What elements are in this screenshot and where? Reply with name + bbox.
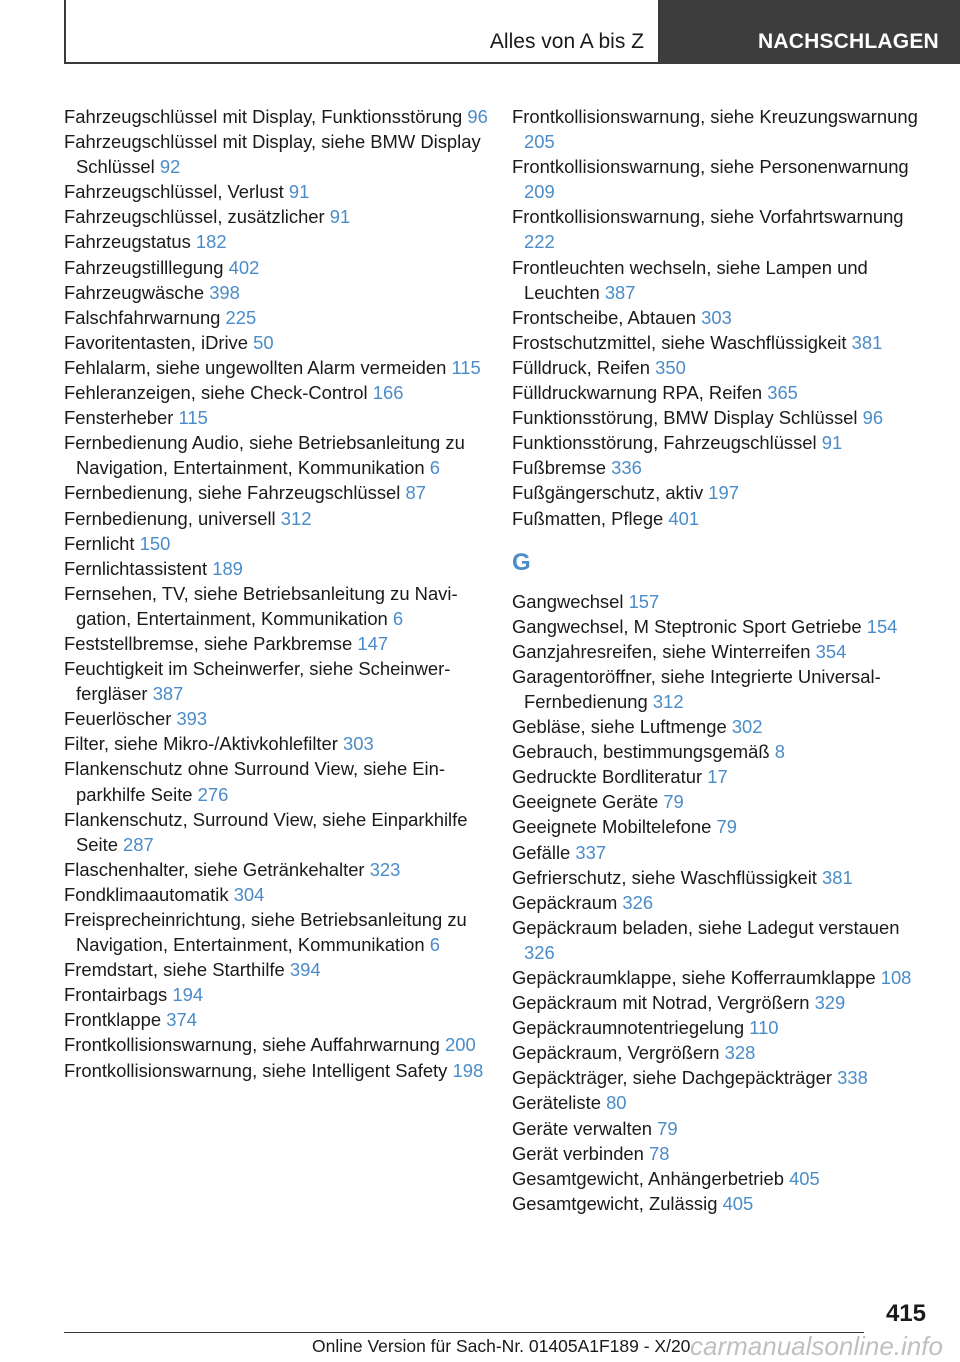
index-entry: [512, 1065, 932, 1090]
page-reference-link[interactable]: 150: [139, 532, 171, 554]
index-entry-term: Gepäckraum beladen, siehe Ladegut verstauen: [512, 916, 900, 938]
page-reference-link[interactable]: 302: [731, 716, 763, 738]
index-entry-term: Gepäckraum, Vergrößern: [512, 1042, 720, 1064]
index-entry: [64, 355, 492, 380]
page-reference-link[interactable]: 387: [152, 683, 184, 705]
index-entry: [64, 807, 492, 857]
index-entry-term: Fahrzeugschlüssel mit Display, siehe BMW Display Schlüssel: [64, 131, 481, 178]
index-entry-term: Fahrzeugschlüssel mit Display, Funktionsstörung: [64, 106, 463, 127]
index-entry-term: Frontkollisionswarnung, siehe Intelligent Safety: [64, 1059, 448, 1081]
index-entry: [512, 1090, 932, 1115]
index-entry: [512, 639, 932, 664]
page-reference-link[interactable]: 393: [176, 708, 208, 730]
index-entry: [64, 857, 492, 882]
chapter-tab: [660, 0, 960, 64]
index-entry: [512, 990, 932, 1015]
page-reference-link[interactable]: 79: [716, 816, 737, 838]
page-reference-link[interactable]: 50: [253, 331, 274, 353]
page-reference-link[interactable]: 303: [701, 306, 732, 328]
index-entry-term: Gepäckträger, siehe Dachgepäckträger: [512, 1067, 832, 1089]
letter-heading: G: [512, 548, 531, 576]
index-entry: [64, 907, 492, 957]
index-entry-term: Fahrzeugschlüssel, zusätzlicher: [64, 206, 325, 228]
page-reference-link[interactable]: 329: [814, 992, 846, 1014]
page-reference-link[interactable]: 6: [429, 457, 440, 479]
page-reference-link[interactable]: 326: [622, 891, 654, 913]
section-title: Alles von A bis Z: [489, 30, 644, 53]
watermark: carmanualsonline.info: [690, 1331, 943, 1361]
page-reference-link[interactable]: 405: [722, 1192, 754, 1214]
index-entry-term: Fahrzeugstilllegung: [64, 256, 224, 278]
index-entry-term: Gesamtgewicht, Anhängerbetrieb: [512, 1167, 784, 1189]
index-entry-term: Gepäckraumnotentriegelung: [512, 1017, 745, 1039]
page-reference-link[interactable]: 405: [789, 1167, 820, 1189]
page-reference-link[interactable]: 328: [724, 1042, 756, 1064]
page-reference-link[interactable]: 115: [178, 407, 208, 429]
index-entry: [512, 204, 932, 254]
page-reference-link[interactable]: 350: [655, 356, 686, 378]
index-entry: [512, 1141, 932, 1166]
index-entry-term: Frostschutzmittel, siehe Waschflüssigkeit: [512, 331, 847, 353]
page-reference-link[interactable]: 157: [628, 590, 660, 612]
index-group-g: [512, 589, 932, 1216]
page-reference-link[interactable]: 338: [837, 1067, 868, 1089]
index-entry: [64, 756, 492, 806]
index-entry: [64, 982, 492, 1007]
index-entry-term: Feuchtigkeit im Scheinwerfer, siehe Scheinwerfergläser: [64, 658, 451, 705]
page-reference-link[interactable]: 108: [880, 967, 912, 988]
page-reference-link[interactable]: 365: [767, 382, 798, 404]
page-reference-link[interactable]: 8: [774, 741, 785, 763]
index-entry: [512, 865, 932, 890]
index-entry: [512, 1040, 932, 1065]
index-column-left: [64, 104, 492, 1083]
index-entry-term: Fehleranzeigen, siehe Check-Control: [64, 382, 368, 404]
index-entry-term: Fernsehen, TV, siehe Betriebsanleitung zu Navigation, Entertainment, Kommunikation: [64, 582, 458, 629]
index-entry-term: Geräteliste: [512, 1092, 601, 1114]
index-entry: [512, 589, 932, 614]
page-reference-link[interactable]: 6: [429, 934, 440, 956]
page-reference-link[interactable]: 166: [372, 382, 404, 404]
index-entry-term: Frontkollisionswarnung, siehe Vorfahrtswarnung: [512, 206, 904, 228]
index-entry: [512, 455, 932, 480]
index-entry-term: Fondklimaautomatik: [64, 883, 229, 905]
index-entry-term: Frontkollisionswarnung, siehe Personenwarnung: [512, 156, 909, 178]
index-entry: [64, 531, 492, 556]
page-reference-link[interactable]: 79: [663, 791, 684, 813]
index-entry: [64, 480, 492, 505]
page-reference-link[interactable]: 147: [357, 632, 389, 654]
index-entry-term: Funktionsstörung, Fahrzeugschlüssel: [512, 432, 817, 454]
page-reference-link[interactable]: 87: [405, 482, 426, 504]
page-reference-link[interactable]: 79: [657, 1117, 678, 1139]
index-entry: [512, 739, 932, 764]
index-entry: [64, 129, 492, 179]
index-entry: [512, 405, 932, 430]
index-entry: [512, 814, 932, 839]
page-reference-link[interactable]: 110: [749, 1017, 779, 1039]
index-entry-term: Feuerlöscher: [64, 708, 172, 730]
page-reference-link[interactable]: 182: [195, 231, 227, 253]
index-entry: [512, 355, 932, 380]
index-entry-term: Frontairbags: [64, 984, 168, 1006]
page-reference-link[interactable]: 398: [209, 281, 240, 303]
index-entry: [64, 179, 492, 204]
index-entry-term: Flaschenhalter, siehe Getränkehalter: [64, 858, 365, 880]
index-entry: [64, 255, 492, 280]
index-entry-term: Gedruckte Bordliteratur: [512, 766, 703, 788]
page-reference-link[interactable]: 401: [668, 507, 700, 529]
index-entry: [512, 104, 932, 154]
page-reference-link[interactable]: 287: [123, 833, 154, 855]
page-reference-link[interactable]: 336: [611, 457, 642, 479]
index-entry-term: Fußgängerschutz, aktiv: [512, 482, 704, 504]
page-reference-link[interactable]: 17: [707, 766, 728, 788]
page-reference-link[interactable]: 304: [233, 883, 265, 905]
index-entry: [64, 229, 492, 254]
page-reference-link[interactable]: 312: [280, 507, 312, 529]
index-entry-term: Geräte verwalten: [512, 1117, 653, 1139]
page-number: 415: [885, 1300, 926, 1327]
page-reference-link[interactable]: 91: [329, 206, 351, 228]
page-reference-link[interactable]: 312: [652, 690, 684, 712]
index-entry-term: Garagentoröffner, siehe Integrierte Universal-Fernbedienung: [512, 665, 881, 712]
page-reference-link[interactable]: 91: [821, 432, 843, 454]
index-entry-term: Feststellbremse, siehe Parkbremse: [64, 632, 353, 654]
page-reference-link[interactable]: 323: [369, 858, 401, 880]
index-column-right: [512, 104, 932, 1216]
index-entry-term: Fülldruck, Reifen: [512, 356, 650, 378]
index-entry-term: Flankenschutz, Surround View, siehe Einparkhilfe Seite: [64, 808, 468, 855]
page-reference-link[interactable]: 205: [524, 131, 555, 153]
index-entry-term: Favoritentasten, iDrive: [64, 331, 248, 353]
index-entry-term: Ganzjahresreifen, siehe Winterreifen: [512, 640, 811, 662]
index-entry: [64, 631, 492, 656]
index-entry-term: Fahrzeugwäsche: [64, 281, 205, 303]
index-entry-term: Fahrzeugschlüssel, Verlust: [64, 181, 284, 203]
index-entry: [64, 882, 492, 907]
index-entry-term: Fremdstart, siehe Starthilfe: [64, 959, 285, 981]
index-entry-term: Fahrzeugstatus: [64, 231, 191, 253]
index-entry: [512, 430, 932, 455]
page-reference-link[interactable]: 225: [225, 306, 257, 328]
index-entry: [64, 380, 492, 405]
index-entry: [64, 581, 492, 631]
page-reference-link[interactable]: 154: [866, 615, 898, 637]
index-entry-term: Fensterheber: [64, 407, 174, 429]
index-entry: [64, 280, 492, 305]
index-entry-term: Filter, siehe Mikro-/Aktivkohlefilter: [64, 733, 338, 755]
page-reference-link[interactable]: 115: [451, 356, 481, 378]
index-entry: [512, 915, 932, 965]
index-entry-term: Geeignete Geräte: [512, 791, 659, 813]
index-entry-term: Gerät verbinden: [512, 1142, 644, 1164]
index-entry-term: Falschfahrwarnung: [64, 306, 221, 328]
index-entry: [512, 714, 932, 739]
page-reference-link[interactable]: 91: [288, 181, 310, 203]
index-entry: [64, 1007, 492, 1032]
index-entry-term: Gebrauch, bestimmungsgemäß: [512, 741, 770, 763]
index-entry: [64, 305, 492, 330]
index-entry: [512, 1116, 932, 1141]
index-entry: [512, 506, 932, 531]
chapter-tab-label: NACHSCHLAGEN: [758, 30, 939, 53]
index-entry: [512, 255, 932, 305]
index-entry-term: Fernbedienung, siehe Fahrzeugschlüssel: [64, 482, 401, 504]
index-entry: [512, 890, 932, 915]
index-entry-term: Flankenschutz ohne Surround View, siehe Einparkhilfe Seite: [64, 758, 445, 805]
index-entry: [64, 1058, 492, 1083]
page-reference-link[interactable]: 402: [228, 256, 260, 278]
page-reference-link[interactable]: 92: [159, 156, 181, 178]
index-entry: [64, 430, 492, 480]
index-entry-term: Frontkollisionswarnung, siehe Kreuzungswarnung: [512, 106, 918, 127]
index-entry: [64, 556, 492, 581]
page-reference-link[interactable]: 387: [604, 281, 636, 303]
index-entry-term: Fernlicht: [64, 532, 135, 554]
index-entry: [64, 204, 492, 229]
page-reference-link[interactable]: 381: [851, 331, 883, 353]
index-entry-term: Frontkollisionswarnung, siehe Auffahrwarnung: [64, 1034, 440, 1056]
page-reference-link[interactable]: 354: [815, 640, 847, 662]
index-entry-term: Gefrierschutz, siehe Waschflüssigkeit: [512, 866, 817, 888]
index-entry: [512, 614, 932, 639]
index-entry: [512, 480, 932, 505]
index-entry-term: Fernbedienung Audio, siehe Betriebsanleitung zu Navigation, Entertainment, Kommunikation: [64, 432, 465, 479]
index-entry-term: Fernbedienung, universell: [64, 507, 276, 529]
index-group-f: [512, 104, 932, 531]
index-entry: [512, 305, 932, 330]
index-entry: [512, 1015, 932, 1040]
index-entry-term: Fernlichtassistent: [64, 557, 208, 579]
index-entry: [512, 380, 932, 405]
page-reference-link[interactable]: 198: [452, 1059, 484, 1081]
index-entry-term: Frontklappe: [64, 1009, 162, 1031]
index-entry-term: Freisprecheinrichtung, siehe Betriebsanleitung zu Navigation, Entertainment, Kommunikation: [64, 909, 467, 956]
page-reference-link[interactable]: 303: [343, 733, 374, 755]
page-reference-link[interactable]: 337: [575, 841, 607, 863]
index-entry-term: Fehlalarm, siehe ungewollten Alarm vermeiden: [64, 356, 447, 378]
page-reference-link[interactable]: 80: [606, 1092, 627, 1114]
index-entry: [512, 1191, 932, 1216]
page-reference-link[interactable]: 374: [166, 1009, 197, 1031]
index-entry-term: Gepäckraum mit Notrad, Vergrößern: [512, 992, 810, 1014]
index-entry: [512, 154, 932, 204]
index-entry-term: Fußbremse: [512, 457, 607, 479]
page-reference-link[interactable]: 78: [649, 1142, 670, 1164]
page-reference-link[interactable]: 96: [862, 407, 884, 429]
index-entry-term: Gepäckraumklappe, siehe Kofferraumklappe: [512, 967, 876, 988]
index-entry: [64, 506, 492, 531]
index-entry: [512, 965, 932, 990]
index-entry-term: Fülldruckwarnung RPA, Reifen: [512, 382, 763, 404]
page-reference-link[interactable]: 276: [197, 783, 229, 805]
page-reference-link[interactable]: 194: [172, 984, 204, 1006]
index-entry-term: Fußmatten, Pflege: [512, 507, 664, 529]
index-entry-term: Gesamtgewicht, Zulässig: [512, 1192, 718, 1214]
index-entry-term: Gebläse, siehe Luftmenge: [512, 716, 727, 738]
page-reference-link[interactable]: 222: [524, 231, 555, 253]
index-entry: [64, 731, 492, 756]
page-reference-link[interactable]: 96: [467, 106, 488, 127]
index-entry-term: Frontleuchten wechseln, siehe Lampen und Leuchten: [512, 256, 868, 303]
index-entry-term: Funktionsstörung, BMW Display Schlüssel: [512, 407, 858, 429]
index-entry: [512, 330, 932, 355]
online-version-text: Online Version für Sach-Nr. 01405A1F189 - X/20: [312, 1336, 691, 1356]
index-entry-term: Geeignete Mobiltelefone: [512, 816, 712, 838]
page-reference-link[interactable]: 209: [524, 181, 555, 203]
page-reference-link[interactable]: 6: [392, 607, 404, 629]
index-entry-term: Frontscheibe, Abtauen: [512, 306, 697, 328]
page-reference-link[interactable]: 189: [212, 557, 243, 579]
index-entry: [64, 104, 492, 129]
index-entry: [512, 1166, 932, 1191]
page-reference-link[interactable]: 381: [822, 866, 853, 888]
page-reference-link[interactable]: 326: [524, 941, 555, 963]
index-entry: [64, 1032, 492, 1057]
index-entry: [64, 706, 492, 731]
page-reference-link[interactable]: 394: [289, 959, 321, 981]
index-entry: [512, 664, 932, 714]
header-frame: [64, 0, 660, 64]
index-entry: [64, 330, 492, 355]
page-reference-link[interactable]: 197: [708, 482, 739, 504]
index-entry: [512, 840, 932, 865]
index-entry-term: Gangwechsel: [512, 590, 624, 612]
index-entry: [64, 957, 492, 982]
index-entry-term: Gefälle: [512, 841, 571, 863]
index-entry-term: Gepäckraum: [512, 891, 618, 913]
index-entry: [512, 789, 932, 814]
index-entry: [64, 405, 492, 430]
index-entry-term: Gangwechsel, M Steptronic Sport Getriebe: [512, 615, 862, 637]
page-reference-link[interactable]: 200: [445, 1034, 476, 1056]
index-entry: [512, 764, 932, 789]
index-entry: [64, 656, 492, 706]
